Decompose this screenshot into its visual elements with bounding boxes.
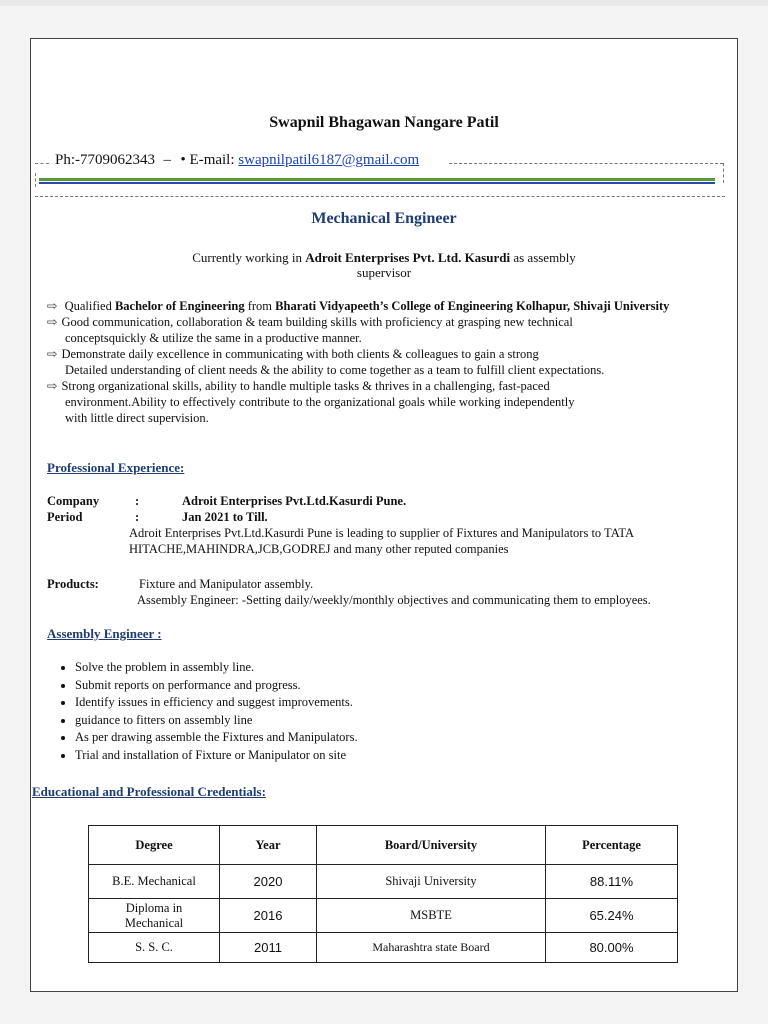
header-dash-vertical-left <box>35 173 37 187</box>
table-cell: B.E. Mechanical <box>89 865 220 899</box>
header-dash-bottom <box>35 196 725 197</box>
arrow-icon: ⇨ <box>47 315 58 329</box>
period-label: Period <box>47 510 83 524</box>
summary-prefix: Currently working in <box>192 250 302 265</box>
table-cell: 2011 <box>220 933 317 963</box>
table-cell: Diploma in Mechanical <box>89 899 220 933</box>
table-cell: 88.11% <box>546 865 678 899</box>
duty-item: • Solve the problem in assembly line. <box>75 659 731 677</box>
highlight-item: ⇨ Qualified Bachelor of Engineering from Bharati Vidyapeeth’s College of Engineering Kolhapur, Shivaji University <box>47 299 670 313</box>
table-cell: 65.24% <box>546 899 678 933</box>
highlight-item: ⇨ Strong organizational skills, ability to handle multiple tasks & thrives in a challenging, fast-paced environment.Ability to effectively contribute to the organizational goals while working independently with little direct supervision. <box>47 379 575 425</box>
education-table <box>88 825 678 963</box>
table-header-cell: Degree <box>89 826 220 865</box>
duty-item: • guidance to fitters on assembly line <box>75 712 731 730</box>
table-header-cell: Percentage <box>546 826 678 865</box>
summary-company: Adroit Enterprises Pvt. Ltd. Kasurdi <box>305 250 511 265</box>
table-cell: Maharashtra state Board <box>317 933 546 963</box>
bullet-dot: • <box>180 152 186 168</box>
highlight-item: ⇨ Demonstrate daily excellence in communicating with both clients & colleagues to gain a strong Detailed understanding of client needs & the ability to come together as a team to fulfill client expectations. <box>47 347 605 377</box>
table-cell: 80.00% <box>546 933 678 963</box>
products-label: Products: <box>47 577 99 591</box>
email-label: E-mail: <box>189 152 235 168</box>
email-link[interactable]: swapnilpatil6187@gmail.com <box>238 152 420 168</box>
candidate-name: Swapnil Bhagawan Nangare Patil <box>269 114 499 131</box>
table-cell: 2020 <box>220 865 317 899</box>
resume-page <box>30 38 738 992</box>
table-row <box>89 865 678 899</box>
header-dash-vertical <box>723 163 725 183</box>
arrow-icon: ⇨ <box>47 299 58 313</box>
company-value: Adroit Enterprises Pvt.Ltd.Kasurdi Pune. <box>182 494 407 508</box>
arrow-icon: ⇨ <box>47 347 58 361</box>
summary-line2: supervisor <box>356 265 412 280</box>
job-title: Mechanical Engineer <box>311 210 457 227</box>
company-colon: : <box>135 494 140 508</box>
header-dash-left <box>35 163 49 164</box>
summary <box>31 250 737 280</box>
duty-item: • As per drawing assemble the Fixtures and Manipulators. <box>75 729 731 747</box>
blue-rule <box>39 182 715 184</box>
duty-item: • Identify issues in efficiency and suggest improvements. <box>75 694 731 712</box>
table-row <box>89 899 678 933</box>
assembly-heading: Assembly Engineer : <box>47 626 162 641</box>
experience-heading: Professional Experience: <box>47 460 185 475</box>
phone-number: Ph:-7709062343 <box>55 152 156 168</box>
header-dash-right <box>449 163 723 164</box>
duties-list-wrap <box>31 659 731 764</box>
green-rule <box>39 178 715 181</box>
table-cell: Shivaji University <box>317 865 546 899</box>
table-cell: MSBTE <box>317 899 546 933</box>
highlight-item: ⇨ Good communication, collaboration & team building skills with proficiency at grasping new technical conceptsquickly & utilize the same in a productive manner. <box>47 315 573 345</box>
duty-item: • Trial and installation of Fixture or Manipulator on site <box>75 747 731 765</box>
table-header-cell: Board/University <box>317 826 546 865</box>
products-value: Fixture and Manipulator assembly. Assembly Engineer: -Setting daily/weekly/monthly objectives and communicating them to employees. <box>137 577 651 607</box>
dash-separator: – <box>158 152 177 168</box>
company-description: Adroit Enterprises Pvt.Ltd.Kasurdi Pune is leading to supplier of Fixtures and Manipulators to TATA HITACHE,MAHINDRA,JCB,GODREJ and many other reputed companies <box>129 526 634 556</box>
summary-suffix: as assembly <box>513 250 576 265</box>
company-label: Company <box>47 494 100 508</box>
table-cell: 2016 <box>220 899 317 933</box>
period-colon: : <box>135 510 140 524</box>
education-table-wrap <box>88 825 678 963</box>
education-heading: Educational and Professional Credentials: <box>32 784 266 799</box>
duties-list <box>31 659 731 764</box>
period-value: Jan 2021 to Till. <box>182 510 268 524</box>
arrow-icon: ⇨ <box>47 379 58 393</box>
highlights-list <box>47 298 733 426</box>
contact-line <box>55 152 419 169</box>
table-row <box>89 933 678 963</box>
duty-item: • Submit reports on performance and progress. <box>75 677 731 695</box>
table-header-row <box>89 826 678 865</box>
window-top-bar <box>0 0 768 6</box>
table-header-cell: Year <box>220 826 317 865</box>
table-cell: S. S. C. <box>89 933 220 963</box>
